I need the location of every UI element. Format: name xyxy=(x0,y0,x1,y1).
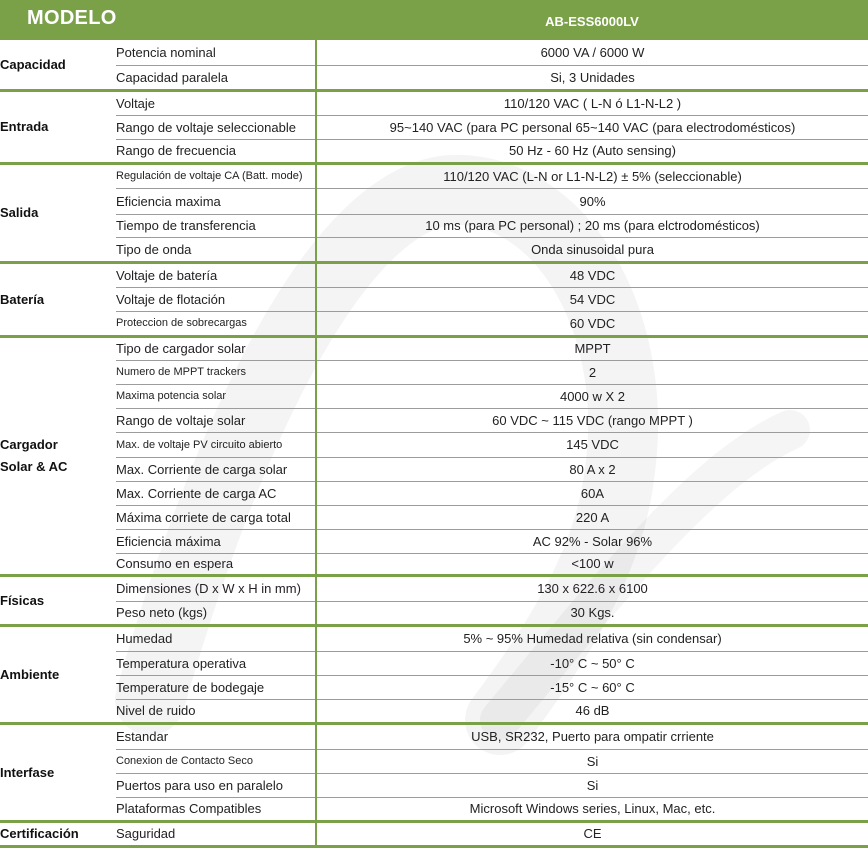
param-value: 30 Kgs. xyxy=(316,601,868,625)
table-row xyxy=(0,287,868,311)
param-value: 48 VDC xyxy=(316,262,868,287)
table-row xyxy=(0,214,868,237)
param-value: 10 ms (para PC personal) ; 20 ms (para elctrodomésticos) xyxy=(316,214,868,237)
model-value: AB-ESS6000LV xyxy=(545,14,639,29)
table-row xyxy=(0,188,868,214)
category-certificacion: Certificación xyxy=(0,821,116,846)
param-label: Eficiencia máxima xyxy=(116,529,316,553)
param-value: -10° C ~ 50° C xyxy=(316,651,868,675)
category-interfase: Interfase xyxy=(0,723,116,821)
table-row xyxy=(0,432,868,457)
param-value: 60 VDC ~ 115 VDC (rango MPPT ) xyxy=(316,408,868,432)
category-salida: Salida xyxy=(0,163,116,262)
table-row xyxy=(0,529,868,553)
param-label: Temperature de bodegaje xyxy=(116,675,316,699)
table-row xyxy=(0,601,868,625)
param-value: 130 x 622.6 x 6100 xyxy=(316,575,868,601)
param-value: AC 92% - Solar 96% xyxy=(316,529,868,553)
param-value: Si xyxy=(316,773,868,797)
table-row xyxy=(0,797,868,821)
table-row xyxy=(0,336,868,360)
param-value: Si, 3 Unidades xyxy=(316,65,868,90)
param-label: Tiempo de transferencia xyxy=(116,214,316,237)
param-value: 90% xyxy=(316,188,868,214)
param-value: 110/120 VAC ( L-N ó L1-N-L2 ) xyxy=(316,90,868,115)
table-row xyxy=(0,505,868,529)
param-value: CE xyxy=(316,821,868,846)
param-label: Max. de voltaje PV circuito abierto xyxy=(116,432,316,457)
table-row xyxy=(0,65,868,90)
table-row xyxy=(0,723,868,749)
param-value: 50 Hz - 60 Hz (Auto sensing) xyxy=(316,139,868,163)
category-bateria: Batería xyxy=(0,262,116,336)
param-value: 6000 VA / 6000 W xyxy=(316,40,868,65)
table-row xyxy=(0,40,868,65)
param-label: Saguridad xyxy=(116,821,316,846)
table-row xyxy=(0,163,868,188)
table-row xyxy=(0,311,868,336)
param-value: USB, SR232, Puerto para ompatir crriente xyxy=(316,723,868,749)
table-row xyxy=(0,360,868,384)
category-capacidad: Capacidad xyxy=(0,40,116,90)
param-label: Capacidad paralela xyxy=(116,65,316,90)
category-fisicas: Físicas xyxy=(0,575,116,625)
param-label: Temperatura operativa xyxy=(116,651,316,675)
param-label: Rango de frecuencia xyxy=(116,139,316,163)
param-value: Microsoft Windows series, Linux, Mac, etc. xyxy=(316,797,868,821)
table-row xyxy=(0,408,868,432)
param-value: 60A xyxy=(316,481,868,505)
category-ambiente: Ambiente xyxy=(0,625,116,723)
param-value: 80 A x 2 xyxy=(316,457,868,481)
table-row xyxy=(0,699,868,723)
category-line: Solar & AC xyxy=(0,458,68,474)
table-row xyxy=(0,90,868,115)
param-label: Dimensiones (D x W x H in mm) xyxy=(116,575,316,601)
table-row xyxy=(0,115,868,139)
param-label: Peso neto (kgs) xyxy=(116,601,316,625)
param-label: Max. Corriente de carga solar xyxy=(116,457,316,481)
param-value: 60 VDC xyxy=(316,311,868,336)
param-value: 2 xyxy=(316,360,868,384)
table-row xyxy=(0,457,868,481)
table-row xyxy=(0,481,868,505)
param-label: Estandar xyxy=(116,723,316,749)
param-label: Voltaje de flotación xyxy=(116,287,316,311)
param-label: Maxima potencia solar xyxy=(116,384,316,408)
table-row xyxy=(0,553,868,575)
table-header xyxy=(0,0,868,40)
table-row xyxy=(0,675,868,699)
table-row xyxy=(0,821,868,846)
category-line: Cargador xyxy=(0,436,58,452)
param-label: Numero de MPPT trackers xyxy=(116,360,316,384)
param-label: Voltaje de batería xyxy=(116,262,316,287)
param-label: Puertos para uso en paralelo xyxy=(116,773,316,797)
param-label: Conexion de Contacto Seco xyxy=(116,749,316,773)
param-label: Max. Corriente de carga AC xyxy=(116,481,316,505)
table-row xyxy=(0,384,868,408)
param-label: Proteccion de sobrecargas xyxy=(116,311,316,336)
param-value: 145 VDC xyxy=(316,432,868,457)
table-row xyxy=(0,625,868,651)
param-label: Tipo de cargador solar xyxy=(116,336,316,360)
param-value: 220 A xyxy=(316,505,868,529)
table-row xyxy=(0,262,868,287)
param-value: Onda sinusoidal pura xyxy=(316,237,868,262)
param-label: Voltaje xyxy=(116,90,316,115)
table-row xyxy=(0,139,868,163)
param-label: Humedad xyxy=(116,625,316,651)
table-row xyxy=(0,773,868,797)
category-entrada: Entrada xyxy=(0,90,116,163)
param-value: 54 VDC xyxy=(316,287,868,311)
param-label: Consumo en espera xyxy=(116,553,316,575)
param-label: Regulación de voltaje CA (Batt. mode) xyxy=(116,163,316,188)
param-label: Eficiencia maxima xyxy=(116,188,316,214)
category-cargador xyxy=(0,336,116,575)
param-value: -15° C ~ 60° C xyxy=(316,675,868,699)
param-label: Potencia nominal xyxy=(116,40,316,65)
param-label: Rango de voltaje solar xyxy=(116,408,316,432)
spec-table xyxy=(0,40,868,848)
table-row xyxy=(0,237,868,262)
param-value: 4000 w X 2 xyxy=(316,384,868,408)
param-value: MPPT xyxy=(316,336,868,360)
param-label: Rango de voltaje seleccionable xyxy=(116,115,316,139)
table-row xyxy=(0,651,868,675)
param-label: Plataformas Compatibles xyxy=(116,797,316,821)
param-value: <100 w xyxy=(316,553,868,575)
model-label: MODELO xyxy=(27,7,117,29)
param-value: 46 dB xyxy=(316,699,868,723)
table-row xyxy=(0,575,868,601)
param-label: Nivel de ruido xyxy=(116,699,316,723)
param-value: 95~140 VAC (para PC personal 65~140 VAC (para electrodomésticos) xyxy=(316,115,868,139)
param-label: Máxima corriete de carga total xyxy=(116,505,316,529)
param-label: Tipo de onda xyxy=(116,237,316,262)
table-row xyxy=(0,749,868,773)
param-value: 5% ~ 95% Humedad relativa (sin condensar) xyxy=(316,625,868,651)
param-value: 110/120 VAC (L-N or L1-N-L2) ± 5% (seleccionable) xyxy=(316,163,868,188)
param-value: Si xyxy=(316,749,868,773)
